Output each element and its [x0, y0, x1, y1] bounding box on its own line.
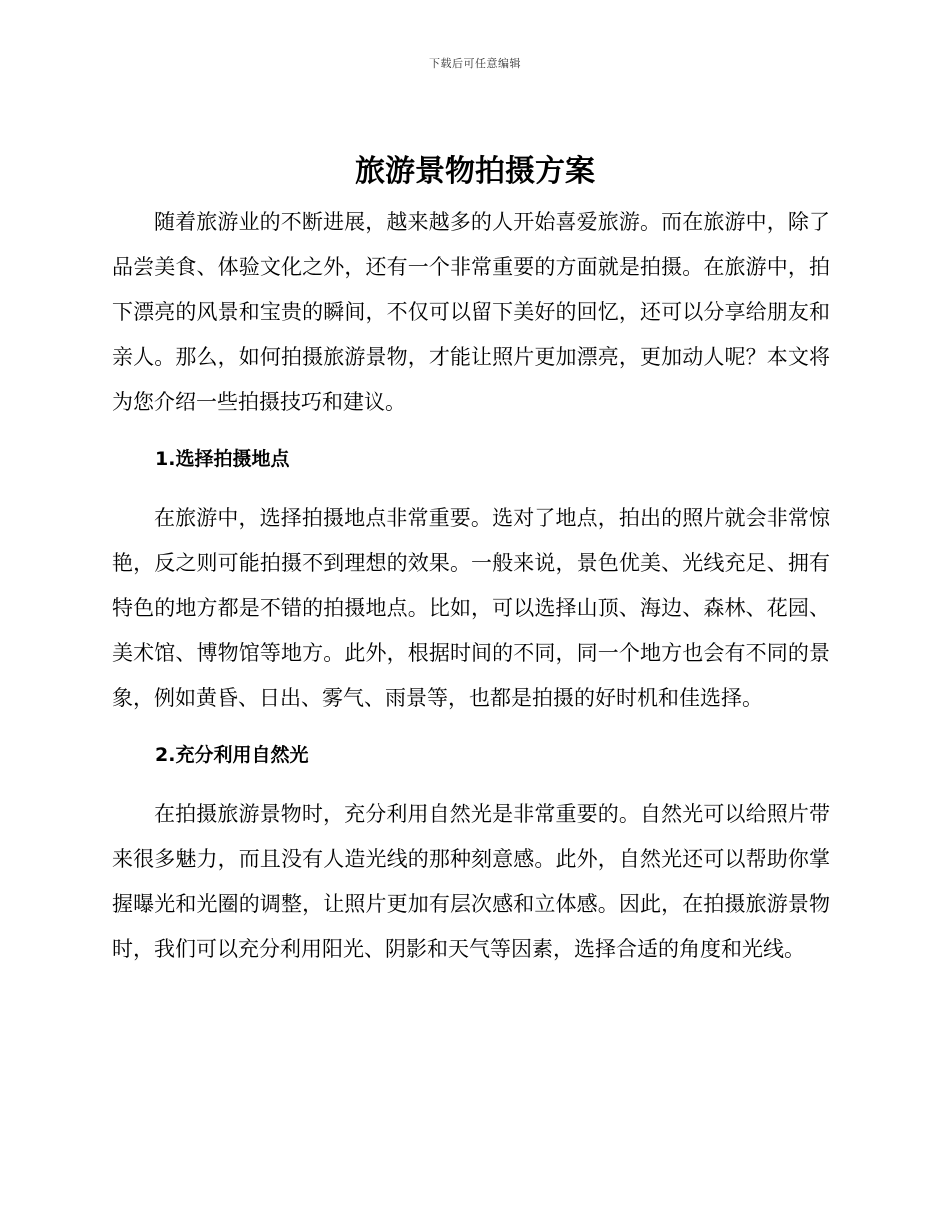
section-heading-natural-light: 2.充分利用自然光: [155, 744, 309, 766]
section-heading-location: 1.选择拍摄地点: [155, 448, 290, 470]
page-title: 旅游景物拍摄方案: [355, 154, 595, 189]
section-body-location: 在旅游中，选择拍摄地点非常重要。选对了地点，拍出的照片就会非常惊艳，反之则可能拍摄不到理想的效果。一般来说，景色优美、光线充足、拥有特色的地方都是不错的拍摄地点。比如，可以选择山顶、海边、森林、花园、美术馆、博物馆等地方。此外，根据时间的不同，同一个地方也会有不同的景象，例如黄昏、日出、雾气、雨景等，也都是拍摄的好时机和佳选择。: [112, 506, 830, 710]
section-body-natural-light: 在拍摄旅游景物时，充分利用自然光是非常重要的。自然光可以给照片带来很多魅力，而且没有人造光线的那种刻意感。此外，自然光还可以帮助你掌握曝光和光圈的调整，让照片更加有层次感和立体感。因此，在拍摄旅游景物时，我们可以充分利用阳光、阴影和天气等因素，选择合适的角度和光线。: [112, 802, 830, 961]
header-note: 下载后可任意编辑: [429, 57, 521, 70]
intro-paragraph: 随着旅游业的不断进展，越来越多的人开始喜爱旅游。而在旅游中，除了品尝美食、体验文化之外，还有一个非常重要的方面就是拍摄。在旅游中，拍下漂亮的风景和宝贵的瞬间，不仅可以留下美好的回忆，还可以分享给朋友和亲人。那么，如何拍摄旅游景物，才能让照片更加漂亮，更加动人呢？本文将为您介绍一些拍摄技巧和建议。: [112, 210, 830, 414]
document-body: [112, 200, 830, 972]
